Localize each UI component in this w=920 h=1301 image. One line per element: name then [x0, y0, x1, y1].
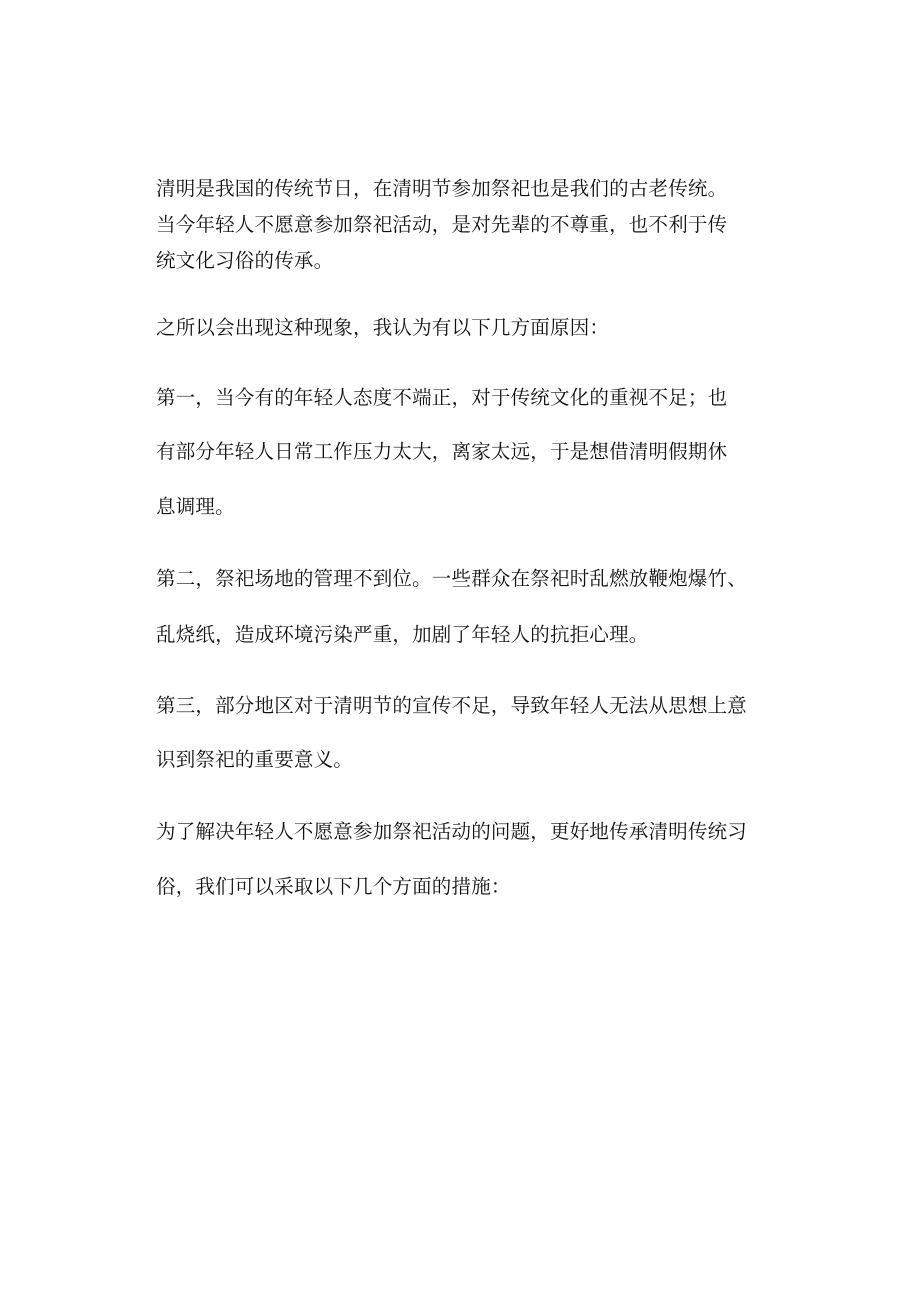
text-line: 俗，我们可以采取以下几个方面的措施： [156, 875, 511, 898]
text-line: 息调理。 [156, 495, 235, 518]
text-line: 统文化习俗的传承。 [156, 249, 334, 272]
text-line: 清明是我国的传统节日，在清明节参加祭祀也是我们的古老传统。 [156, 177, 728, 200]
text-line: 当今年轻人不愿意参加祭祀活动，是对先辈的不尊重，也不利于传 [156, 213, 728, 236]
text-line: 第一，当今有的年轻人态度不端正，对于传统文化的重视不足；也 [156, 386, 728, 409]
text-line: 第三，部分地区对于清明节的宣传不足，导致年轻人无法从思想上意 [156, 694, 748, 717]
text-line: 有部分年轻人日常工作压力太大，离家太远，于是想借清明假期休 [156, 440, 728, 463]
text-line: 之所以会出现这种现象，我认为有以下几方面原因： [156, 316, 610, 339]
text-line: 第二，祭祀场地的管理不到位。一些群众在祭祀时乱燃放鞭炮爆竹、 [156, 567, 748, 590]
text-line: 乱烧纸，造成环境污染严重，加剧了年轻人的抗拒心理。 [156, 623, 649, 646]
text-line: 为了解决年轻人不愿意参加祭祀活动的问题，更好地传承清明传统习 [156, 820, 748, 843]
text-line: 识到祭祀的重要意义。 [156, 748, 354, 771]
